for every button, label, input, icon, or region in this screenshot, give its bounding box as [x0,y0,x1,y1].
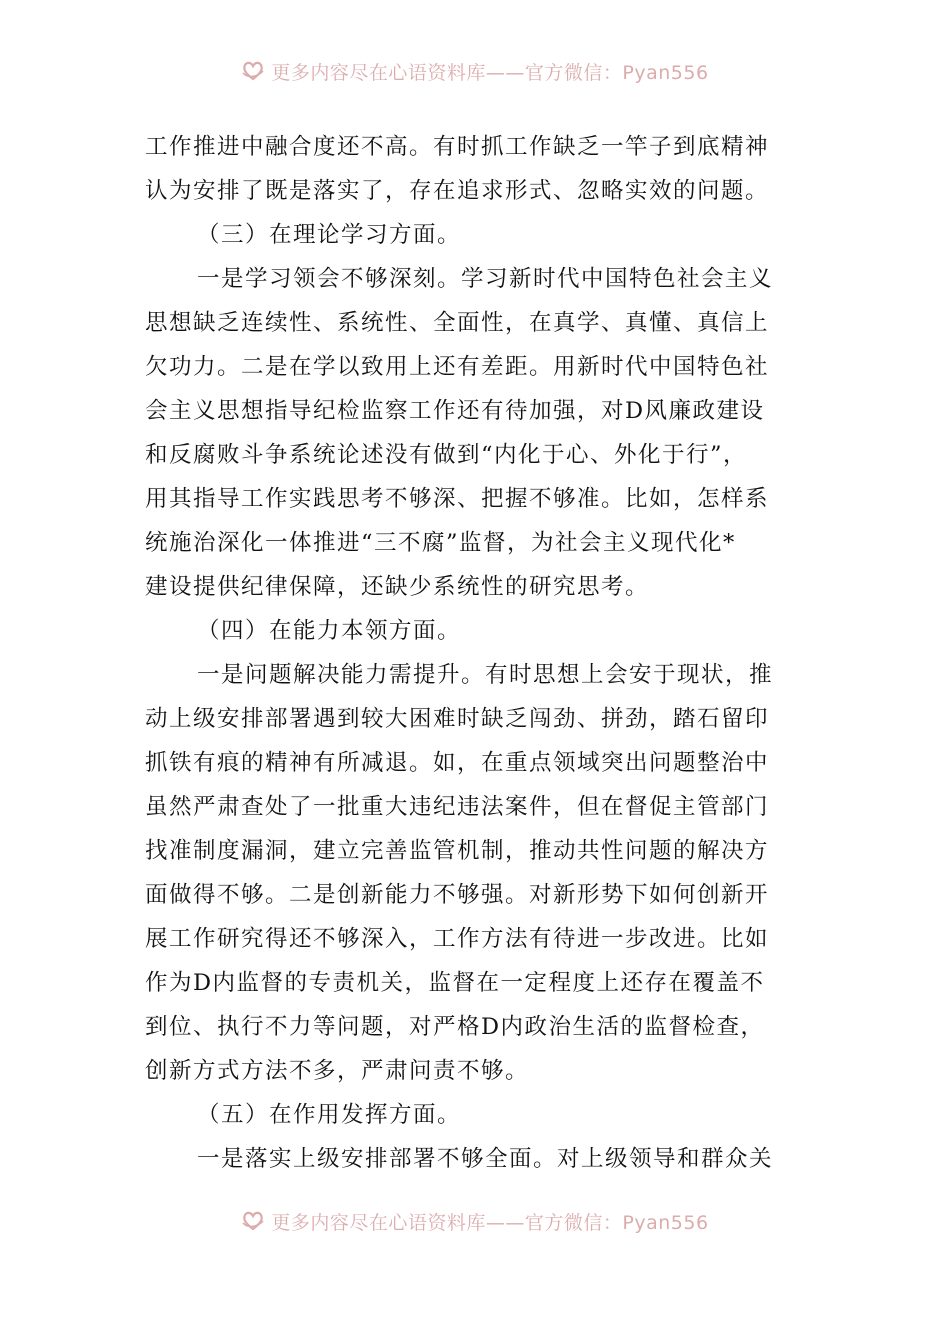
text-line: 工作推进中融合度还不高。有时抓工作缺乏一竿子到底精神 [145,134,770,160]
text-line: 虽然严肃查处了一批重大违纪违法案件，但在督促主管部门 [145,794,770,820]
watermark-text: 更多内容尽在心语资料库——官方微信：Pyan556 [271,61,709,84]
text-line: 抓铁有痕的精神有所减退。如，在重点领域突出问题整治中 [145,750,770,776]
text-line: 一是落实上级安排部署不够全面。对上级领导和群众关 [197,1146,774,1172]
text-line: 和反腐败斗争系统论述没有做到“内化于心、外化于行”， [145,442,748,468]
watermark-text: 更多内容尽在心语资料库——官方微信：Pyan556 [271,1211,709,1234]
text-line: 到位、执行不力等问题，对严格D内政治生活的监督检查， [145,1014,765,1040]
text-line: 建设提供纪律保障，还缺少系统性的研究思考。 [145,574,650,600]
text-line: 创新方式方法不多，严肃问责不够。 [145,1058,530,1084]
text-line: 面做得不够。二是创新能力不够强。对新形势下如何创新开 [145,882,770,908]
text-line: 用其指导工作实践思考不够深、把握不够准。比如，怎样系 [145,486,770,512]
text-line: 思想缺乏连续性、系统性、全面性，在真学、真懂、真信上 [145,310,770,336]
text-line: 统施治深化一体推进“三不腐”监督，为社会主义现代化* [145,530,736,556]
text-line: 一是问题解决能力需提升。有时思想上会安于现状，推 [197,662,774,688]
text-line: 展工作研究得还不够深入，工作方法有待进一步改进。比如 [145,926,770,952]
text-line: （三）在理论学习方面。 [197,222,462,248]
watermark-header [0,56,950,86]
text-line: （四）在能力本领方面。 [197,618,462,644]
text-line: 一是学习领会不够深刻。学习新时代中国特色社会主义 [197,266,774,292]
text-line: 作为D内监督的专责机关，监督在一定程度上还存在覆盖不 [145,970,765,996]
heart-logo-icon [241,59,265,83]
heart-logo-icon [241,1209,265,1233]
text-line: 动上级安排部署遇到较大困难时缺乏闯劲、拼劲，踏石留印 [145,706,770,732]
text-line: 认为安排了既是落实了，存在追求形式、忽略实效的问题。 [145,178,770,204]
watermark-footer [0,1206,950,1236]
text-line: （五）在作用发挥方面。 [197,1102,462,1128]
text-line: 欠功力。二是在学以致用上还有差距。用新时代中国特色社 [145,354,770,380]
text-line: 找准制度漏洞，建立完善监管机制，推动共性问题的解决方 [145,838,770,864]
text-line: 会主义思想指导纪检监察工作还有待加强，对D风廉政建设 [145,398,765,424]
document-body [145,125,813,1181]
